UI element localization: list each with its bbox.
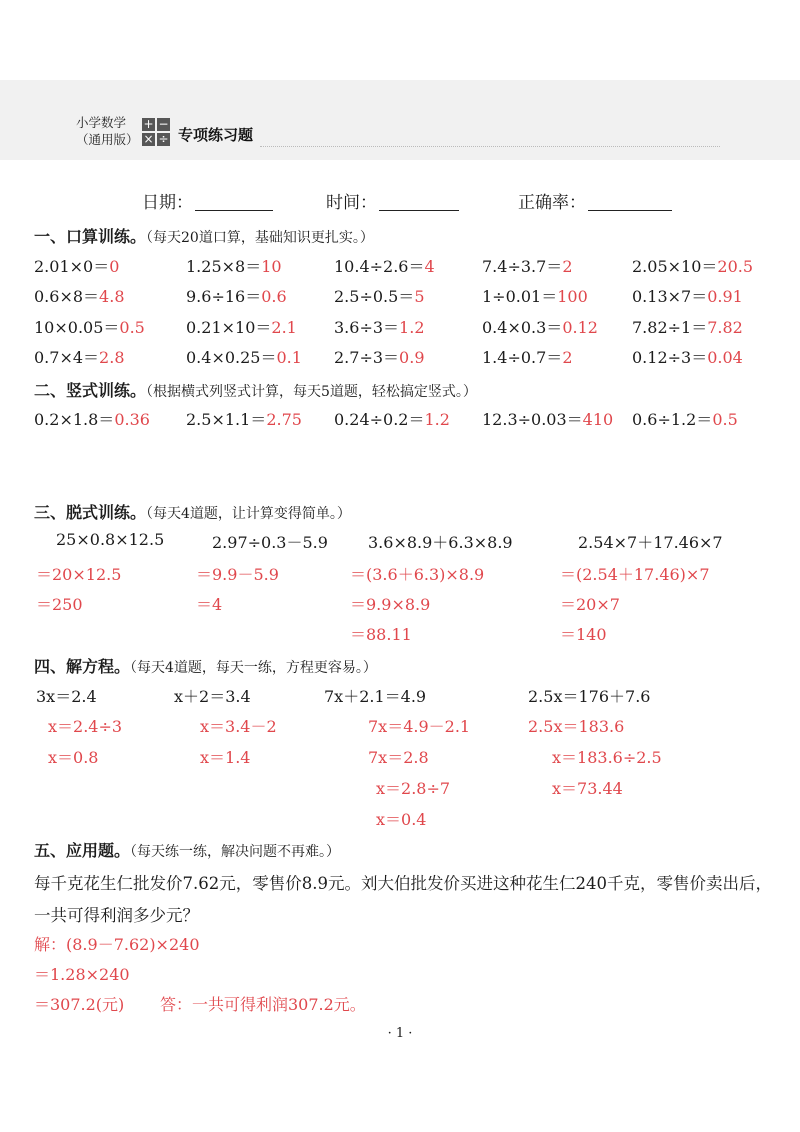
answer: 7.82 xyxy=(707,318,743,337)
step: ＝4 xyxy=(196,595,223,614)
oral-item: 1.4÷0.7＝2 xyxy=(482,348,573,367)
word-problem: 每千克花生仁批发价7.62元，零售价8.9元。刘大伯批发价买进这种花生仁240千克，零售价卖出后，一共可得利润多少元？ xyxy=(34,874,772,925)
solve-step: x＝73.44 xyxy=(552,779,623,798)
solve-step: x＝183.6÷2.5 xyxy=(552,748,662,767)
answer: 0.1 xyxy=(276,348,302,367)
oral-item: 10.4÷2.6＝4 xyxy=(334,257,435,276)
oral-item: 9.6÷16＝0.6 xyxy=(186,287,287,306)
answer: 4.8 xyxy=(99,287,125,306)
oral-item: 7.82÷1＝7.82 xyxy=(632,318,743,337)
divide-icon: ÷ xyxy=(158,132,169,146)
solve-step: 7x＝2.8 xyxy=(368,748,429,767)
oral-item: 10×0.05＝0.5 xyxy=(34,318,145,337)
answer: 0.36 xyxy=(114,410,150,429)
solve-step: 7x＝4.9－2.1 xyxy=(368,717,471,736)
solution-line: ＝307.2(元) xyxy=(34,995,125,1014)
oral-item: 1.25×8＝10 xyxy=(186,257,282,276)
time-label: 时间： xyxy=(326,193,377,213)
answer: 2.75 xyxy=(266,410,302,429)
oral-item: 2.7÷3＝0.9 xyxy=(334,348,425,367)
oral-item: 0.4×0.25＝0.1 xyxy=(186,348,302,367)
header-divider xyxy=(260,146,720,147)
solve-step: x＝3.4－2 xyxy=(200,717,277,736)
vertical-item: 0.6÷1.2＝0.5 xyxy=(632,410,738,429)
time-blank[interactable] xyxy=(379,192,459,211)
section5-note: （每天练一练，解决问题不再难。） xyxy=(130,844,341,860)
expression: 2.97÷0.3－5.9 xyxy=(212,533,328,552)
times-icon: × xyxy=(143,132,154,146)
section3-note: （每天4道题，让计算变得简单。） xyxy=(146,506,351,522)
answer: 1.2 xyxy=(399,318,425,337)
oral-item: 0.13×7＝0.91 xyxy=(632,287,743,306)
plus-icon: + xyxy=(143,117,154,131)
step: ＝9.9－5.9 xyxy=(196,565,279,584)
oral-item: 7.4÷3.7＝2 xyxy=(482,257,573,276)
section1-title: 一、口算训练。 xyxy=(34,227,147,246)
accuracy-label: 正确率： xyxy=(518,193,586,213)
answer: 410 xyxy=(582,410,614,429)
oral-item: 1÷0.01＝100 xyxy=(482,287,588,306)
answer: 0.04 xyxy=(707,348,743,367)
section4-note: （每天4道题，每天一练，方程更容易。） xyxy=(130,660,377,676)
time-field[interactable] xyxy=(326,188,459,213)
series-title: 专项练习题 xyxy=(178,126,254,144)
solve-step: x＝0.8 xyxy=(48,748,99,767)
oral-item: 3.6÷3＝1.2 xyxy=(334,318,425,337)
oral-item: 2.05×10＝20.5 xyxy=(632,257,754,276)
accuracy-field[interactable] xyxy=(518,188,672,213)
oral-item: 0.12÷3＝0.04 xyxy=(632,348,743,367)
vertical-item: 0.2×1.8＝0.36 xyxy=(34,410,150,429)
step: ＝250 xyxy=(36,595,83,614)
answer: 0.91 xyxy=(707,287,743,306)
answer-sentence: 答：一共可得利润307.2元。 xyxy=(160,995,366,1014)
solve-step: x＝0.4 xyxy=(376,810,427,829)
section1-heading xyxy=(34,224,374,247)
accuracy-blank[interactable] xyxy=(588,192,672,211)
vertical-item: 0.24÷0.2＝1.2 xyxy=(334,410,450,429)
equation: 3x＝2.4 xyxy=(36,687,97,706)
date-label: 日期： xyxy=(142,193,193,213)
section4-title: 四、解方程。 xyxy=(34,657,131,676)
answer: 2 xyxy=(562,257,573,276)
expression: 3.6×8.9＋6.3×8.9 xyxy=(368,533,513,552)
oral-item: 0.6×8＝4.8 xyxy=(34,287,125,306)
oral-item: 0.7×4＝2.8 xyxy=(34,348,125,367)
operators-icon xyxy=(142,118,172,148)
solve-step: 2.5x＝183.6 xyxy=(528,717,625,736)
step: ＝20×7 xyxy=(560,595,620,614)
date-blank[interactable] xyxy=(195,192,273,211)
brand-line1: 小学数学 xyxy=(76,115,127,130)
expression: 2.54×7＋17.46×7 xyxy=(578,533,723,552)
vertical-item: 12.3÷0.03＝410 xyxy=(482,410,614,429)
solution-line: ＝1.28×240 xyxy=(34,965,130,984)
answer: 1.2 xyxy=(424,410,450,429)
equation: x＋2＝3.4 xyxy=(174,687,251,706)
section2-title: 二、竖式训练。 xyxy=(34,381,147,400)
step: ＝9.9×8.9 xyxy=(350,595,431,614)
solution-line: 解：(8.9－7.62)×240 xyxy=(34,935,200,954)
section4-heading xyxy=(34,654,377,677)
step: ＝(2.54＋17.46)×7 xyxy=(560,565,710,584)
minus-icon: − xyxy=(158,117,169,131)
section2-note: （根据横式列竖式计算，每天5道题，轻松搞定竖式。） xyxy=(146,384,477,400)
solve-step: x＝2.4÷3 xyxy=(48,717,123,736)
step: ＝(3.6＋6.3)×8.9 xyxy=(350,565,485,584)
step: ＝88.11 xyxy=(350,625,412,644)
answer: 0.9 xyxy=(399,348,425,367)
section5-heading xyxy=(34,838,340,861)
section3-title: 三、脱式训练。 xyxy=(34,503,147,522)
oral-item: 0.21×10＝2.1 xyxy=(186,318,297,337)
solve-step: x＝2.8÷7 xyxy=(376,779,451,798)
date-field[interactable] xyxy=(142,188,273,213)
section2-heading xyxy=(34,378,477,401)
answer: 4 xyxy=(424,257,435,276)
section3-heading xyxy=(34,500,351,523)
answer: 5 xyxy=(414,287,425,306)
step: ＝140 xyxy=(560,625,607,644)
page-number: · 1 · xyxy=(387,1026,413,1041)
answer: 0.6 xyxy=(261,287,287,306)
equation: 7x＋2.1＝4.9 xyxy=(324,687,427,706)
oral-item: 0.4×0.3＝0.12 xyxy=(482,318,598,337)
oral-item: 2.01×0＝0 xyxy=(34,257,120,276)
brand-block xyxy=(76,114,139,148)
answer: 2 xyxy=(562,348,573,367)
step: ＝20×12.5 xyxy=(36,565,122,584)
answer: 0.5 xyxy=(119,318,145,337)
vertical-item: 2.5×1.1＝2.75 xyxy=(186,410,302,429)
answer: 2.1 xyxy=(271,318,297,337)
expression: 25×0.8×12.5 xyxy=(56,530,165,549)
section1-note: （每天20道口算，基础知识更扎实。） xyxy=(146,230,374,246)
answer: 20.5 xyxy=(717,257,754,276)
oral-item: 2.5÷0.5＝5 xyxy=(334,287,425,306)
answer: 0.5 xyxy=(712,410,738,429)
answer: 0.12 xyxy=(562,318,598,337)
brand-line2: （通用版） xyxy=(76,132,139,147)
answer: 0 xyxy=(109,257,120,276)
solve-step: x＝1.4 xyxy=(200,748,251,767)
section5-title: 五、应用题。 xyxy=(34,841,131,860)
answer: 10 xyxy=(261,257,282,276)
answer: 2.8 xyxy=(99,348,125,367)
answer: 100 xyxy=(557,287,588,306)
equation: 2.5x＝176＋7.6 xyxy=(528,687,651,706)
